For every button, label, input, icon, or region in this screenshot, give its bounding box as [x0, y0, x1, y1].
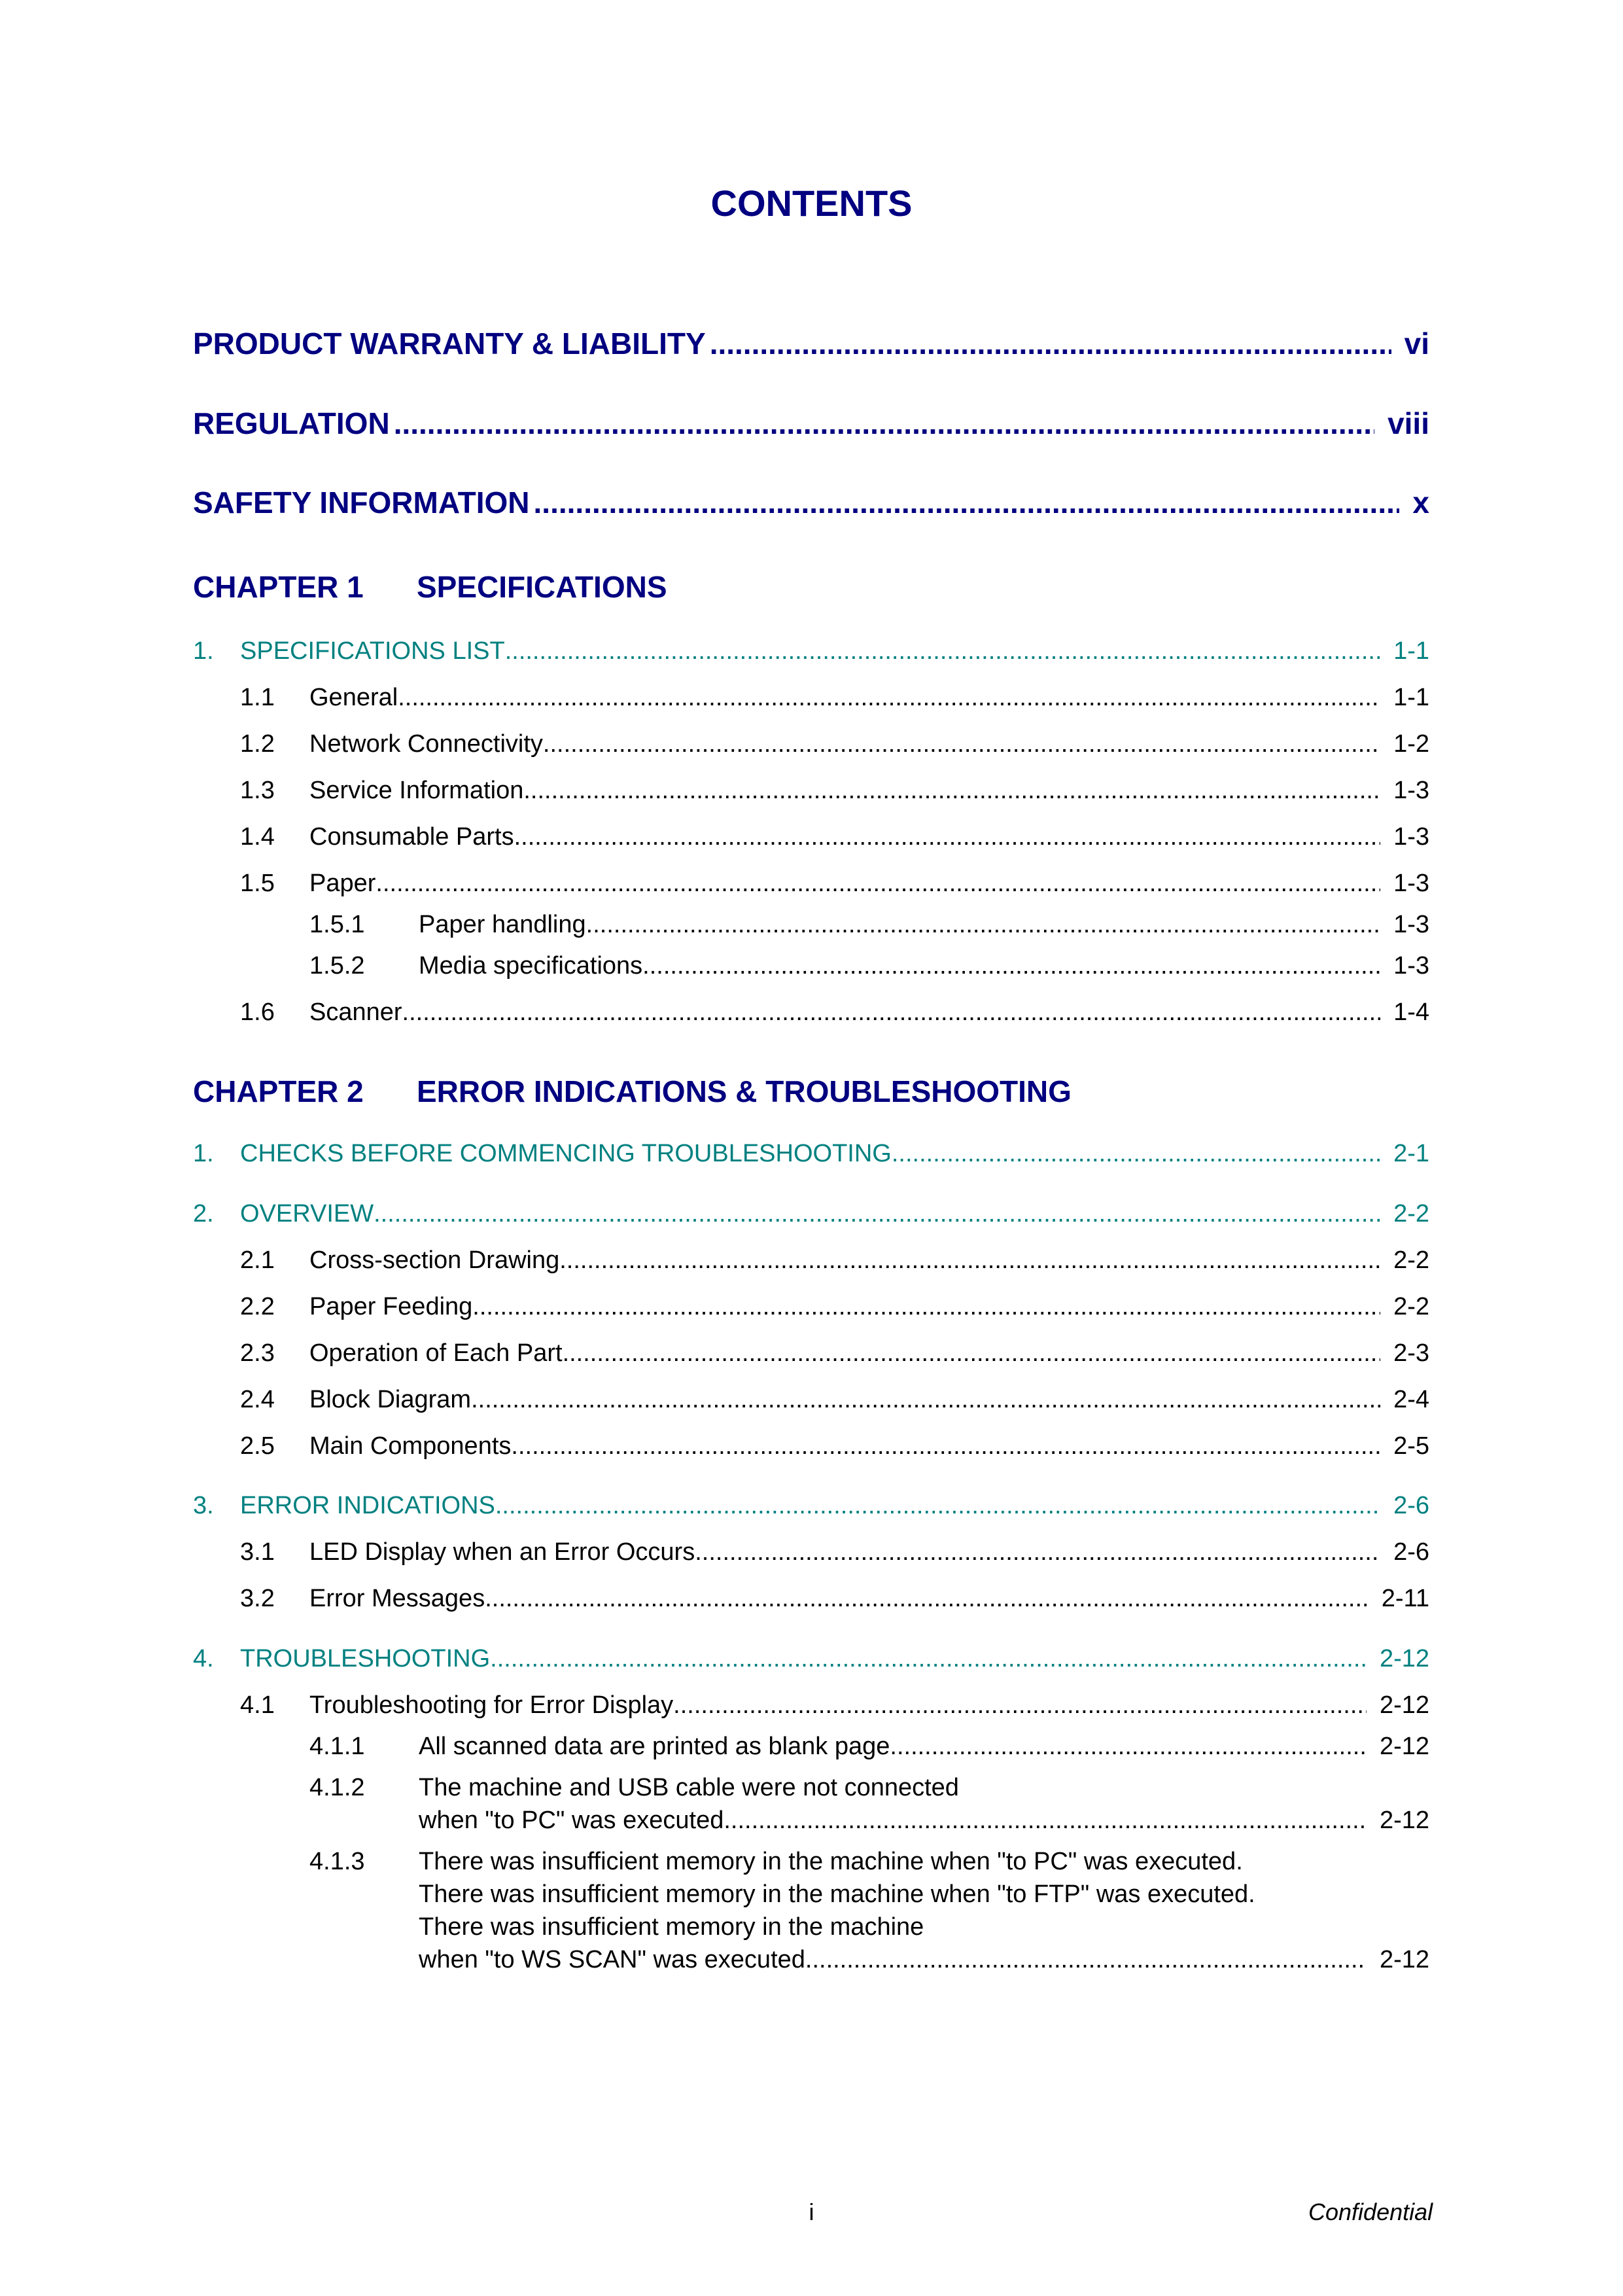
footer-page-number: i: [809, 2199, 814, 2225]
section-label: TROUBLESHOOTING: [240, 1645, 491, 1672]
subsection-page: 1-3: [1393, 870, 1429, 897]
toc-subsection[interactable]: [193, 998, 1429, 1027]
subsubsection-page: 2-12: [1379, 1946, 1429, 1973]
subsubsection-page: 1-3: [1393, 952, 1429, 980]
toc-entry-label: SAFETY INFORMATION: [193, 486, 530, 520]
section-page: 2-2: [1393, 1200, 1429, 1227]
subsection-label: LED Display when an Error Occurs: [309, 1538, 695, 1566]
subsubsection-number: 1.5.2: [309, 952, 365, 980]
dot-leader: [374, 1200, 1380, 1228]
section-number: 4.: [193, 1645, 214, 1672]
subsubsection-label: Media specifications: [419, 952, 643, 980]
subsubsection-label-line: There was insufficient memory in the machine when "to FTP" was executed.: [419, 1881, 1255, 1908]
dot-leader: [695, 1538, 1380, 1566]
toc-subsection[interactable]: [193, 1538, 1429, 1566]
toc-subsubsection-line: [193, 1881, 1429, 1909]
subsubsection-page: 2-12: [1379, 1807, 1429, 1834]
toc-subsection[interactable]: [193, 777, 1429, 805]
toc-entry-page: vi: [1404, 327, 1429, 361]
subsection-label: Consumable Parts: [309, 823, 514, 851]
subsubsection-number: 4.1.1: [309, 1733, 365, 1760]
subsection-number: 1.6: [240, 998, 275, 1026]
dot-leader: [892, 1140, 1380, 1168]
dot-leader: [563, 1339, 1381, 1368]
subsection-label: Paper: [309, 870, 376, 897]
toc-entry-page: x: [1412, 486, 1429, 520]
dot-leader: [495, 1492, 1380, 1520]
subsection-number: 2.3: [240, 1339, 275, 1367]
subsubsection-number: 1.5.1: [309, 911, 365, 938]
dot-leader: [375, 870, 1380, 898]
toc-subsubsection[interactable]: [193, 952, 1429, 980]
toc-section[interactable]: [193, 637, 1429, 665]
chapter-number: CHAPTER 2: [193, 1074, 364, 1108]
toc-subsection[interactable]: [193, 1386, 1429, 1414]
section-label: CHECKS BEFORE COMMENCING TROUBLESHOOTING: [240, 1140, 892, 1167]
section-number: 1.: [193, 1140, 214, 1167]
dot-leader: [673, 1691, 1367, 1720]
subsection-page: 2-4: [1393, 1386, 1429, 1413]
toc-subsection[interactable]: [193, 1585, 1429, 1613]
section-label: ERROR INDICATIONS: [240, 1492, 495, 1519]
dot-leader: [490, 1645, 1367, 1673]
subsection-page: 2-3: [1393, 1339, 1429, 1367]
subsection-label: Operation of Each Part: [309, 1339, 563, 1367]
subsection-number: 1.4: [240, 823, 275, 851]
chapter-number: CHAPTER 1: [193, 570, 364, 604]
toc-subsubsection-line: [193, 1913, 1429, 1941]
dot-leader: [710, 326, 1391, 361]
chapter-title: ERROR INDICATIONS & TROUBLESHOOTING: [417, 1074, 1072, 1108]
toc-subsubsection[interactable]: [193, 1946, 1429, 1974]
subsection-number: 2.1: [240, 1246, 275, 1274]
toc-entry-page: viii: [1387, 406, 1429, 440]
subsection-number: 1.2: [240, 730, 275, 758]
subsection-page: 2-6: [1393, 1538, 1429, 1566]
dot-leader: [897, 1733, 1367, 1761]
subsection-number: 2.4: [240, 1386, 275, 1413]
subsection-page: 1-1: [1393, 684, 1429, 711]
dot-leader: [398, 684, 1380, 712]
subsubsection-label-line: There was insufficient memory in the machine when "to PC" was executed.: [419, 1848, 1243, 1875]
dot-leader: [472, 1293, 1380, 1321]
subsection-page: 2-5: [1393, 1432, 1429, 1460]
toc-section[interactable]: [193, 1200, 1429, 1228]
section-page: 2-6: [1393, 1492, 1429, 1519]
subsection-number: 1.3: [240, 777, 275, 804]
toc-entry-label: REGULATION: [193, 406, 390, 440]
subsection-label: Troubleshooting for Error Display: [309, 1691, 674, 1719]
subsubsection-page: 1-3: [1393, 911, 1429, 938]
toc-entry-regulation[interactable]: [193, 406, 1429, 441]
dot-leader: [511, 1432, 1380, 1460]
toc-subsection[interactable]: [193, 684, 1429, 712]
subsection-label: Main Components: [309, 1432, 512, 1460]
section-label: OVERVIEW: [240, 1200, 374, 1227]
toc-subsubsection-line[interactable]: [193, 1848, 1429, 1876]
toc-entry-warranty[interactable]: [193, 326, 1429, 361]
subsection-label: Cross-section Drawing: [309, 1246, 560, 1274]
subsection-page: 2-2: [1393, 1246, 1429, 1274]
subsection-label: Service Information: [309, 777, 524, 804]
subsection-page: 1-3: [1393, 823, 1429, 851]
toc-subsection[interactable]: [193, 1246, 1429, 1275]
toc-subsubsection-line[interactable]: [193, 1774, 1429, 1802]
toc-entry-safety[interactable]: [193, 485, 1429, 520]
toc-subsection[interactable]: [193, 1339, 1429, 1368]
section-number: 1.: [193, 637, 214, 665]
subsection-label: Block Diagram: [309, 1386, 472, 1413]
subsubsection-page: 2-12: [1379, 1733, 1429, 1760]
subsection-number: 3.2: [240, 1585, 275, 1612]
section-label: SPECIFICATIONS LIST: [240, 637, 505, 665]
chapter-2-heading[interactable]: [193, 1074, 1072, 1109]
toc-section[interactable]: [193, 1140, 1429, 1168]
subsubsection-label: when "to WS SCAN" was executed.: [419, 1946, 812, 1973]
subsection-label: Paper Feeding: [309, 1293, 473, 1320]
dot-leader: [394, 406, 1374, 441]
dot-leader: [812, 1946, 1366, 1974]
subsection-label: Scanner: [309, 998, 402, 1026]
subsection-page: 2-12: [1379, 1691, 1429, 1719]
subsubsection-label-line: The machine and USB cable were not connected: [419, 1774, 959, 1801]
subsection-number: 2.2: [240, 1293, 275, 1320]
chapter-1-heading[interactable]: [193, 569, 667, 605]
dot-leader: [586, 911, 1380, 939]
toc-subsection[interactable]: [193, 870, 1429, 898]
section-page: 2-12: [1379, 1645, 1429, 1672]
subsection-number: 1.5: [240, 870, 275, 897]
subsection-number: 3.1: [240, 1538, 275, 1566]
toc-section[interactable]: [193, 1492, 1429, 1520]
subsection-label: Network Connectivity: [309, 730, 543, 758]
subsection-page: 1-2: [1393, 730, 1429, 758]
subsubsection-label-line: There was insufficient memory in the machine: [419, 1913, 924, 1941]
dot-leader: [543, 730, 1380, 758]
subsubsection-label: when "to PC" was executed.: [419, 1807, 731, 1834]
subsection-label: General: [309, 684, 398, 711]
subsubsection-label: All scanned data are printed as blank page.: [419, 1733, 897, 1760]
dot-leader: [505, 637, 1380, 665]
chapter-title: SPECIFICATIONS: [417, 570, 667, 604]
toc-subsubsection[interactable]: [193, 911, 1429, 939]
dot-leader: [523, 777, 1380, 805]
dot-leader: [731, 1807, 1367, 1835]
dot-leader: [485, 1585, 1369, 1613]
subsection-number: 4.1: [240, 1691, 275, 1719]
dot-leader: [471, 1386, 1380, 1414]
subsection-page: 1-4: [1393, 998, 1429, 1026]
subsubsection-number: 4.1.3: [309, 1848, 365, 1875]
subsection-page: 2-2: [1393, 1293, 1429, 1320]
section-page: 1-1: [1393, 637, 1429, 665]
dot-leader: [642, 952, 1380, 980]
subsection-number: 2.5: [240, 1432, 275, 1460]
dot-leader: [559, 1246, 1380, 1275]
subsection-page: 2-11: [1381, 1585, 1429, 1612]
dot-leader: [534, 485, 1400, 520]
toc-subsubsection[interactable]: [193, 1733, 1429, 1761]
toc-subsection[interactable]: [193, 823, 1429, 851]
toc-subsection[interactable]: [193, 1293, 1429, 1321]
section-number: 2.: [193, 1200, 214, 1227]
subsubsection-label: Paper handling: [419, 911, 586, 938]
toc-subsection[interactable]: [193, 1691, 1429, 1720]
toc-subsection[interactable]: [193, 1432, 1429, 1460]
page-title: CONTENTS: [710, 183, 913, 224]
footer-confidential: Confidential: [1308, 2199, 1433, 2225]
toc-entry-label: PRODUCT WARRANTY & LIABILITY: [193, 327, 706, 361]
dot-leader: [514, 823, 1380, 851]
toc-section[interactable]: [193, 1645, 1429, 1673]
toc-subsection[interactable]: [193, 730, 1429, 758]
subsubsection-number: 4.1.2: [309, 1774, 365, 1801]
toc-subsubsection[interactable]: [193, 1807, 1429, 1835]
section-page: 2-1: [1393, 1140, 1429, 1167]
subsection-number: 1.1: [240, 684, 275, 711]
subsection-page: 1-3: [1393, 777, 1429, 804]
section-number: 3.: [193, 1492, 214, 1519]
dot-leader: [402, 998, 1381, 1027]
subsection-label: Error Messages: [309, 1585, 485, 1612]
